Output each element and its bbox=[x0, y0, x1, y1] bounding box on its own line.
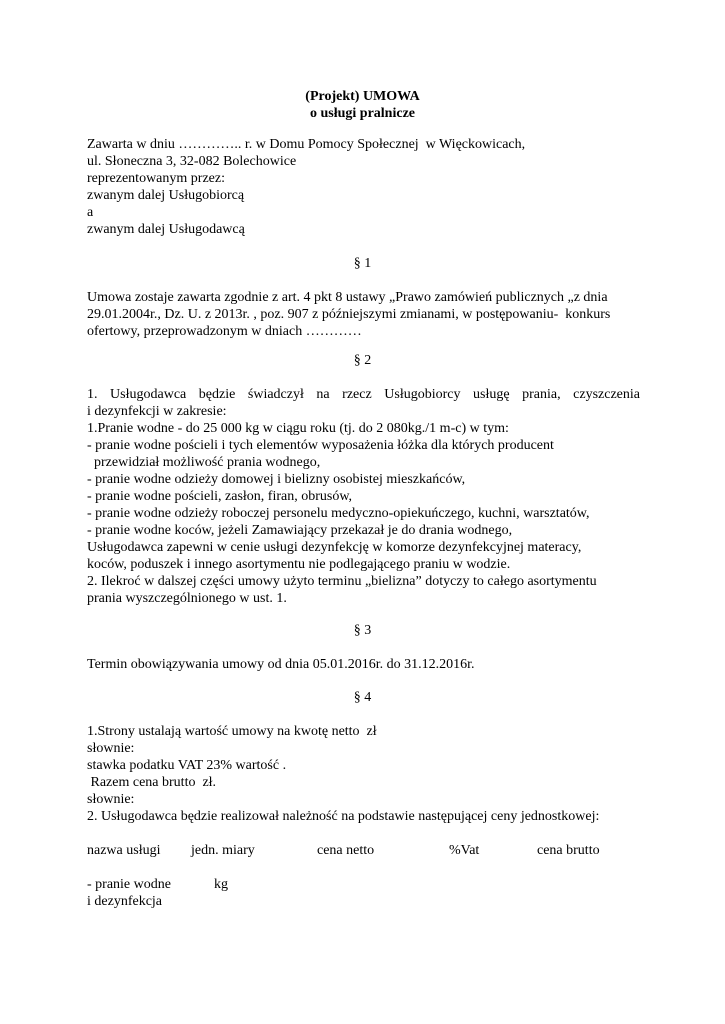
section-2-line: Usługodawca zapewni w cenie usługi dezynfekcję w komorze dezynfekcyjnej materacy, bbox=[87, 540, 582, 555]
section-2-line: i dezynfekcji w zakresie: bbox=[87, 404, 227, 419]
section-2-line: - pranie wodne odzieży domowej i bielizny osobistej mieszkańców, bbox=[87, 472, 466, 487]
document-subtitle: o usługi pralnicze bbox=[309, 106, 415, 121]
intro-line: reprezentowanym przez: bbox=[87, 171, 225, 186]
section-4-line: 2. Usługodawca będzie realizował należność na podstawie następującej ceny jednostkowej: bbox=[87, 809, 600, 824]
section-2-line: - pranie wodne odzieży roboczej personelu medyczno-opiekuńczego, kuchni, warsztatów, bbox=[87, 506, 590, 521]
section-heading-2: § 2 bbox=[353, 353, 372, 368]
section-2-line: przewidział możliwość prania wodnego, bbox=[87, 455, 321, 470]
table-header-cell: %Vat bbox=[449, 843, 480, 858]
section-2-line: prania wyszczególnionego w ust. 1. bbox=[87, 591, 287, 606]
table-header-cell: jedn. miary bbox=[191, 843, 255, 858]
table-cell-unit: kg bbox=[214, 877, 228, 892]
section-4-line: Razem cena brutto zł. bbox=[87, 775, 217, 790]
section-4-line: 1.Strony ustalają wartość umowy na kwotę netto zł bbox=[87, 724, 377, 739]
section-heading-1: § 1 bbox=[353, 256, 372, 271]
section-4-line: stawka podatku VAT 23% wartość . bbox=[87, 758, 287, 773]
table-cell-service: i dezynfekcja bbox=[87, 894, 163, 909]
intro-line: ul. Słoneczna 3, 32-082 Bolechowice bbox=[87, 154, 297, 169]
section-2-line: - pranie wodne koców, jeżeli Zamawiający przekazał je do drania wodnego, bbox=[87, 523, 513, 538]
section-1-line: 29.01.2004r., Dz. U. z 2013r. , poz. 907 z późniejszymi zmianami, w postępowaniu- konkurs bbox=[87, 307, 611, 322]
section-2-line: 1. Usługodawca będzie świadczył na rzecz Usługobiorcy usługę prania, czyszczenia bbox=[87, 387, 640, 402]
section-2-line: 2. Ilekroć w dalszej części umowy użyto terminu „bielizna” dotyczy to całego asortymentu bbox=[87, 574, 597, 589]
table-header-cell: nazwa usługi bbox=[87, 843, 161, 858]
intro-line: Zawarta w dniu ………….. r. w Domu Pomocy Społecznej w Więckowicach, bbox=[87, 137, 526, 152]
table-header-cell: cena brutto bbox=[537, 843, 600, 858]
section-2-line: 1.Pranie wodne - do 25 000 kg w ciągu roku (tj. do 2 080kg./1 m-c) w tym: bbox=[87, 421, 509, 436]
intro-line: a bbox=[87, 205, 94, 220]
document-title: (Projekt) UMOWA bbox=[305, 89, 420, 104]
table-cell-service: - pranie wodne bbox=[87, 877, 171, 892]
section-1-line: Umowa zostaje zawarta zgodnie z art. 4 pkt 8 ustawy „Prawo zamówień publicznych „z dnia bbox=[87, 290, 608, 305]
intro-line: zwanym dalej Usługodawcą bbox=[87, 222, 245, 237]
section-4-line: słownie: bbox=[87, 792, 135, 807]
section-4-line: słownie: bbox=[87, 741, 135, 756]
intro-line: zwanym dalej Usługobiorcą bbox=[87, 188, 245, 203]
section-heading-4: § 4 bbox=[353, 690, 372, 705]
section-3-line: Termin obowiązywania umowy od dnia 05.01.2016r. do 31.12.2016r. bbox=[87, 657, 475, 672]
table-header-cell: cena netto bbox=[317, 843, 375, 858]
section-1-line: ofertowy, przeprowadzonym w dniach ………… bbox=[87, 324, 362, 339]
section-2-line: koców, poduszek i innego asortymentu nie podlegającego praniu w wodzie. bbox=[87, 557, 511, 572]
section-2-line: - pranie wodne pościeli i tych elementów wyposażenia łóżka dla których producent bbox=[87, 438, 554, 453]
section-2-line: - pranie wodne pościeli, zasłon, firan, obrusów, bbox=[87, 489, 353, 504]
section-heading-3: § 3 bbox=[353, 623, 372, 638]
